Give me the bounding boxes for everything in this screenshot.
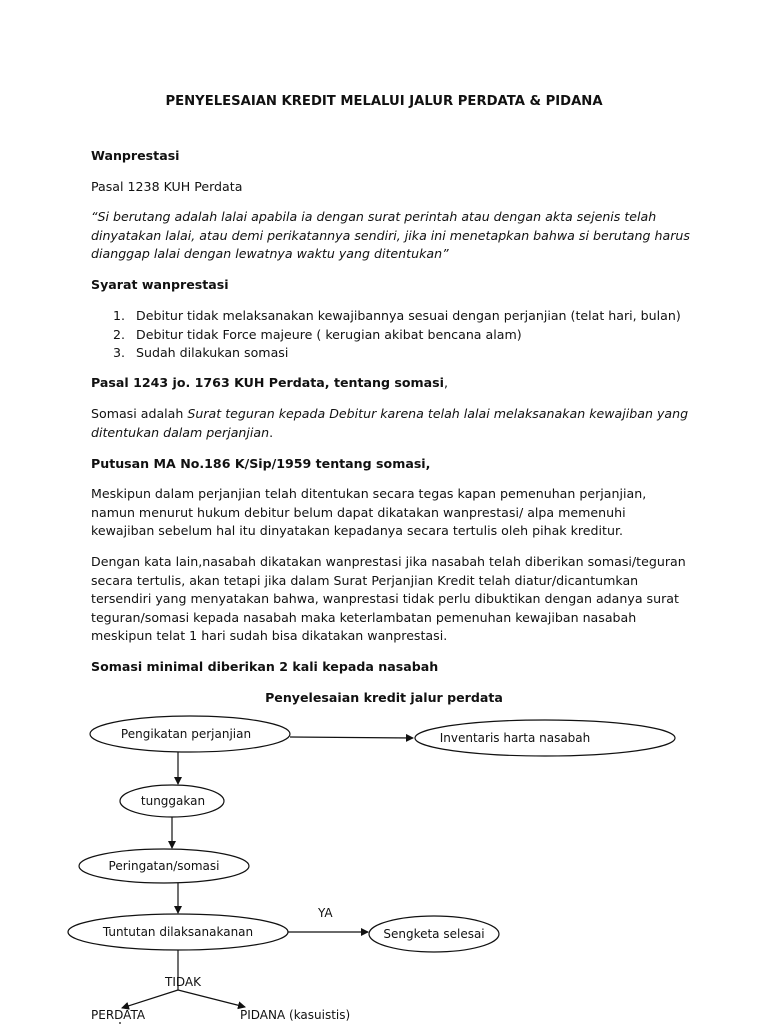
list-number: 1. <box>113 308 126 323</box>
pasal-1243-text: Pasal 1243 jo. 1763 KUH Perdata, tentang somasi <box>91 375 444 390</box>
pasal-1238: Pasal 1238 KUH Perdata <box>91 179 243 194</box>
label-pengikatan: Pengikatan perjanjian <box>120 727 252 741</box>
list-text: Debitur tidak Force majeure ( kerugian akibat bencana alam) <box>136 326 522 342</box>
label-tuntutan: Tuntutan dilaksanakanan <box>102 925 254 939</box>
arrow-to-pidana <box>178 990 245 1007</box>
putusan-heading: Putusan MA No.186 K/Sip/1959 tentang somasi, <box>91 456 431 471</box>
pasal-1243-comma: , <box>443 375 448 390</box>
wanprestasi-heading: Wanprestasi <box>91 148 180 163</box>
somasi-minimal: Somasi minimal diberikan 2 kali kepada nasabah <box>91 659 439 674</box>
arrow-to-perdata <box>122 990 178 1008</box>
somasi-def-prefix: Somasi adalah <box>91 406 188 421</box>
label-inventaris: Inventaris harta nasabah <box>439 731 591 745</box>
list-number: 2. <box>113 326 126 342</box>
somasi-def-italic: Surat teguran kepada Debitur karena telah lalai melaksanakan kewajiban yang ditentukan dalam perjanjian <box>91 406 689 440</box>
paragraph-2: Dengan kata lain,nasabah dikatakan wanprestasi jika nasabah telah diberikan somasi/teguran secara tertulis, akan tetapi jika dalam Surat Perjanjian Kredit telah diatur/dicantumkan tersendiri yang menyatakan bahwa, wanprestasi tidak perlu dibuktikan dengan adanya surat teguran/somasi kepada nasabah maka keterlambatan pemenuhan kewajiban nasabah meskipun telat 1 hari sudah bisa dikatakan wanprestasi. <box>91 554 686 643</box>
paragraph-1: Meskipun dalam perjanjian telah ditentukan secara tegas kapan pemenuhan perjanjian, namun menurut hukum debitur belum dapat dikatakan wanprestasi/ alpa memenuhi kewajiban sebelum hal itu dinyatakan kepadanya secara tertulis oleh pihak kreditur. <box>91 486 647 538</box>
label-tidak: TIDAK <box>165 975 201 989</box>
label-ya: YA <box>318 906 333 920</box>
page-title: PENYELESAIAN KREDIT MELALUI JALUR PERDATA & PIDANA <box>165 94 603 109</box>
arrow-pengikatan-inventaris <box>290 737 413 738</box>
somasi-def-end: . <box>269 424 274 440</box>
label-tunggakan: tunggakan <box>140 794 206 808</box>
label-peringatan: Peringatan/somasi <box>108 859 220 873</box>
diagram-title: Penyelesaian kredit jalur perdata <box>265 690 503 705</box>
list-text: Debitur tidak melaksanakan kewajibannya sesuai dengan perjanjian (telat hari, bulan) <box>136 308 681 323</box>
quote-paragraph: “Si berutang adalah lalai apabila ia dengan surat perintah atau dengan akta sejenis telah dinyatakan lalai, atau demi perikatannya sendiri, jika ini menetapkan bahwa si berutang harus dianggap lalai dengan lewatnya waktu yang ditentukan” <box>91 209 690 261</box>
label-pidana: PIDANA (kasuistis) <box>240 1008 351 1022</box>
list-number: 3. <box>113 345 126 360</box>
list-text: Sudah dilakukan somasi <box>136 345 289 360</box>
label-sengketa: Sengketa selesai <box>383 927 485 941</box>
syarat-heading: Syarat wanprestasi <box>91 277 229 292</box>
label-perdata: PERDATA <box>91 1008 146 1022</box>
